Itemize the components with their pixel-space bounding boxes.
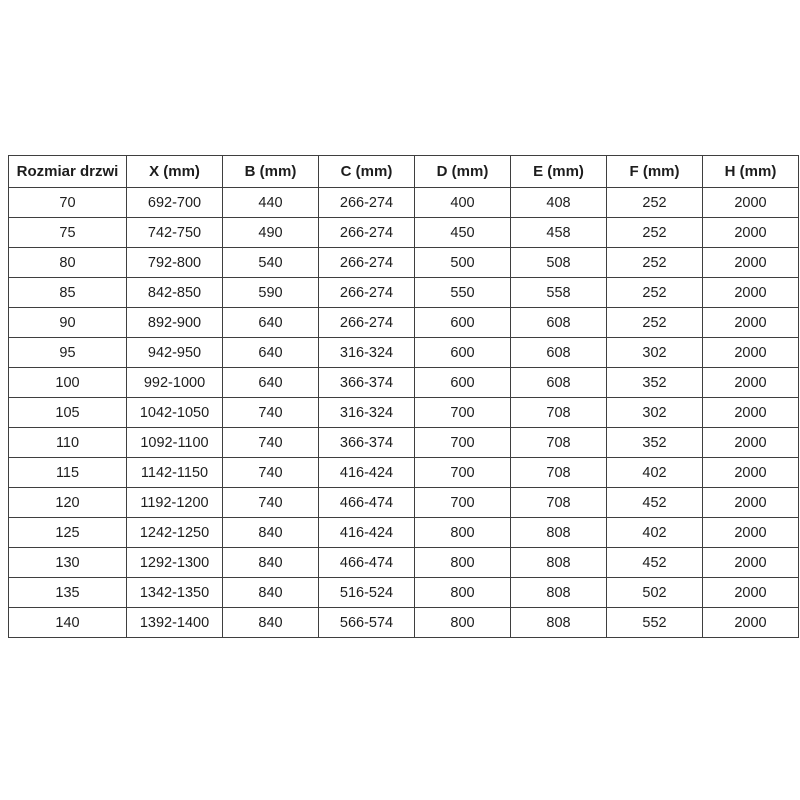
table-row <box>9 488 799 518</box>
table-cell: 500 <box>415 248 511 278</box>
table-cell: 2000 <box>703 248 799 278</box>
table-cell: 800 <box>415 608 511 638</box>
table-row <box>9 338 799 368</box>
table-cell: 608 <box>511 308 607 338</box>
table-cell: 2000 <box>703 188 799 218</box>
table-cell: 840 <box>223 548 319 578</box>
table-cell: 800 <box>415 518 511 548</box>
table-cell: 808 <box>511 518 607 548</box>
table-cell: 1042-1050 <box>127 398 223 428</box>
table-cell: 740 <box>223 398 319 428</box>
table-cell: 316-324 <box>319 398 415 428</box>
table-cell: 840 <box>223 518 319 548</box>
table-cell: 416-424 <box>319 458 415 488</box>
column-header-rozmiar-drzwi: Rozmiar drzwi <box>9 156 127 188</box>
table-cell: 490 <box>223 218 319 248</box>
table-cell: 792-800 <box>127 248 223 278</box>
table-cell: 266-274 <box>319 188 415 218</box>
column-header-x-mm: X (mm) <box>127 156 223 188</box>
table-row <box>9 188 799 218</box>
table-cell: 692-700 <box>127 188 223 218</box>
table-row <box>9 548 799 578</box>
table-cell: 516-524 <box>319 578 415 608</box>
table-cell: 708 <box>511 428 607 458</box>
table-cell: 1092-1100 <box>127 428 223 458</box>
table-cell: 90 <box>9 308 127 338</box>
table-cell: 600 <box>415 368 511 398</box>
table-cell: 266-274 <box>319 218 415 248</box>
table-cell: 115 <box>9 458 127 488</box>
table-cell: 100 <box>9 368 127 398</box>
table-header <box>9 156 799 188</box>
table-row <box>9 368 799 398</box>
table-cell: 266-274 <box>319 308 415 338</box>
table-cell: 808 <box>511 548 607 578</box>
table-cell: 600 <box>415 308 511 338</box>
table-cell: 566-574 <box>319 608 415 638</box>
table-cell: 452 <box>607 548 703 578</box>
table-row <box>9 308 799 338</box>
table-cell: 105 <box>9 398 127 428</box>
door-size-table <box>8 155 799 638</box>
table-cell: 416-424 <box>319 518 415 548</box>
table-cell: 808 <box>511 578 607 608</box>
table-cell: 640 <box>223 338 319 368</box>
column-header-d-mm: D (mm) <box>415 156 511 188</box>
table-cell: 740 <box>223 488 319 518</box>
table-cell: 366-374 <box>319 368 415 398</box>
table-row <box>9 428 799 458</box>
table-cell: 402 <box>607 518 703 548</box>
table-cell: 266-274 <box>319 278 415 308</box>
table-cell: 75 <box>9 218 127 248</box>
table-cell: 2000 <box>703 398 799 428</box>
table-cell: 1242-1250 <box>127 518 223 548</box>
table-cell: 700 <box>415 428 511 458</box>
table-cell: 366-374 <box>319 428 415 458</box>
table-cell: 466-474 <box>319 548 415 578</box>
table-cell: 302 <box>607 338 703 368</box>
table-cell: 740 <box>223 458 319 488</box>
table-cell: 1192-1200 <box>127 488 223 518</box>
table-row <box>9 458 799 488</box>
table-cell: 842-850 <box>127 278 223 308</box>
table-cell: 440 <box>223 188 319 218</box>
table-cell: 80 <box>9 248 127 278</box>
table-cell: 402 <box>607 458 703 488</box>
table-cell: 266-274 <box>319 248 415 278</box>
table-cell: 502 <box>607 578 703 608</box>
table-cell: 2000 <box>703 368 799 398</box>
table-cell: 1292-1300 <box>127 548 223 578</box>
table-row <box>9 218 799 248</box>
table-cell: 450 <box>415 218 511 248</box>
table-cell: 408 <box>511 188 607 218</box>
table-cell: 840 <box>223 608 319 638</box>
table-cell: 135 <box>9 578 127 608</box>
table-cell: 2000 <box>703 338 799 368</box>
table-cell: 452 <box>607 488 703 518</box>
table-cell: 2000 <box>703 428 799 458</box>
table-cell: 252 <box>607 308 703 338</box>
table-cell: 800 <box>415 578 511 608</box>
table-cell: 700 <box>415 458 511 488</box>
table-row <box>9 518 799 548</box>
table-row <box>9 578 799 608</box>
column-header-e-mm: E (mm) <box>511 156 607 188</box>
table-cell: 85 <box>9 278 127 308</box>
table-cell: 608 <box>511 338 607 368</box>
table-cell: 352 <box>607 368 703 398</box>
table-cell: 600 <box>415 338 511 368</box>
column-header-f-mm: F (mm) <box>607 156 703 188</box>
table-cell: 125 <box>9 518 127 548</box>
table-cell: 942-950 <box>127 338 223 368</box>
column-header-c-mm: C (mm) <box>319 156 415 188</box>
table-cell: 590 <box>223 278 319 308</box>
table-cell: 640 <box>223 368 319 398</box>
table-cell: 708 <box>511 458 607 488</box>
table-cell: 2000 <box>703 278 799 308</box>
table-cell: 400 <box>415 188 511 218</box>
table-cell: 2000 <box>703 218 799 248</box>
table-cell: 552 <box>607 608 703 638</box>
table-cell: 120 <box>9 488 127 518</box>
table-cell: 2000 <box>703 578 799 608</box>
table-cell: 540 <box>223 248 319 278</box>
column-header-h-mm: H (mm) <box>703 156 799 188</box>
table-cell: 708 <box>511 398 607 428</box>
table-cell: 992-1000 <box>127 368 223 398</box>
table-cell: 700 <box>415 398 511 428</box>
table-cell: 140 <box>9 608 127 638</box>
column-header-b-mm: B (mm) <box>223 156 319 188</box>
table-row <box>9 398 799 428</box>
table-cell: 252 <box>607 188 703 218</box>
table-cell: 742-750 <box>127 218 223 248</box>
table-cell: 252 <box>607 218 703 248</box>
table-cell: 808 <box>511 608 607 638</box>
table-row <box>9 278 799 308</box>
door-size-table-container <box>8 155 799 638</box>
table-cell: 2000 <box>703 308 799 338</box>
table-cell: 892-900 <box>127 308 223 338</box>
table-cell: 466-474 <box>319 488 415 518</box>
table-cell: 316-324 <box>319 338 415 368</box>
table-cell: 70 <box>9 188 127 218</box>
table-cell: 708 <box>511 488 607 518</box>
table-cell: 2000 <box>703 548 799 578</box>
table-cell: 302 <box>607 398 703 428</box>
table-cell: 508 <box>511 248 607 278</box>
table-cell: 550 <box>415 278 511 308</box>
header-row <box>9 156 799 188</box>
table-row <box>9 608 799 638</box>
table-cell: 1392-1400 <box>127 608 223 638</box>
table-cell: 700 <box>415 488 511 518</box>
table-cell: 252 <box>607 248 703 278</box>
table-row <box>9 248 799 278</box>
table-cell: 1342-1350 <box>127 578 223 608</box>
table-cell: 558 <box>511 278 607 308</box>
table-body <box>9 188 799 638</box>
table-cell: 2000 <box>703 608 799 638</box>
table-cell: 2000 <box>703 518 799 548</box>
table-cell: 352 <box>607 428 703 458</box>
table-cell: 458 <box>511 218 607 248</box>
table-cell: 1142-1150 <box>127 458 223 488</box>
table-cell: 840 <box>223 578 319 608</box>
table-cell: 130 <box>9 548 127 578</box>
table-cell: 608 <box>511 368 607 398</box>
table-cell: 740 <box>223 428 319 458</box>
table-cell: 252 <box>607 278 703 308</box>
table-cell: 2000 <box>703 488 799 518</box>
table-cell: 800 <box>415 548 511 578</box>
table-cell: 110 <box>9 428 127 458</box>
table-cell: 95 <box>9 338 127 368</box>
table-cell: 2000 <box>703 458 799 488</box>
table-cell: 640 <box>223 308 319 338</box>
